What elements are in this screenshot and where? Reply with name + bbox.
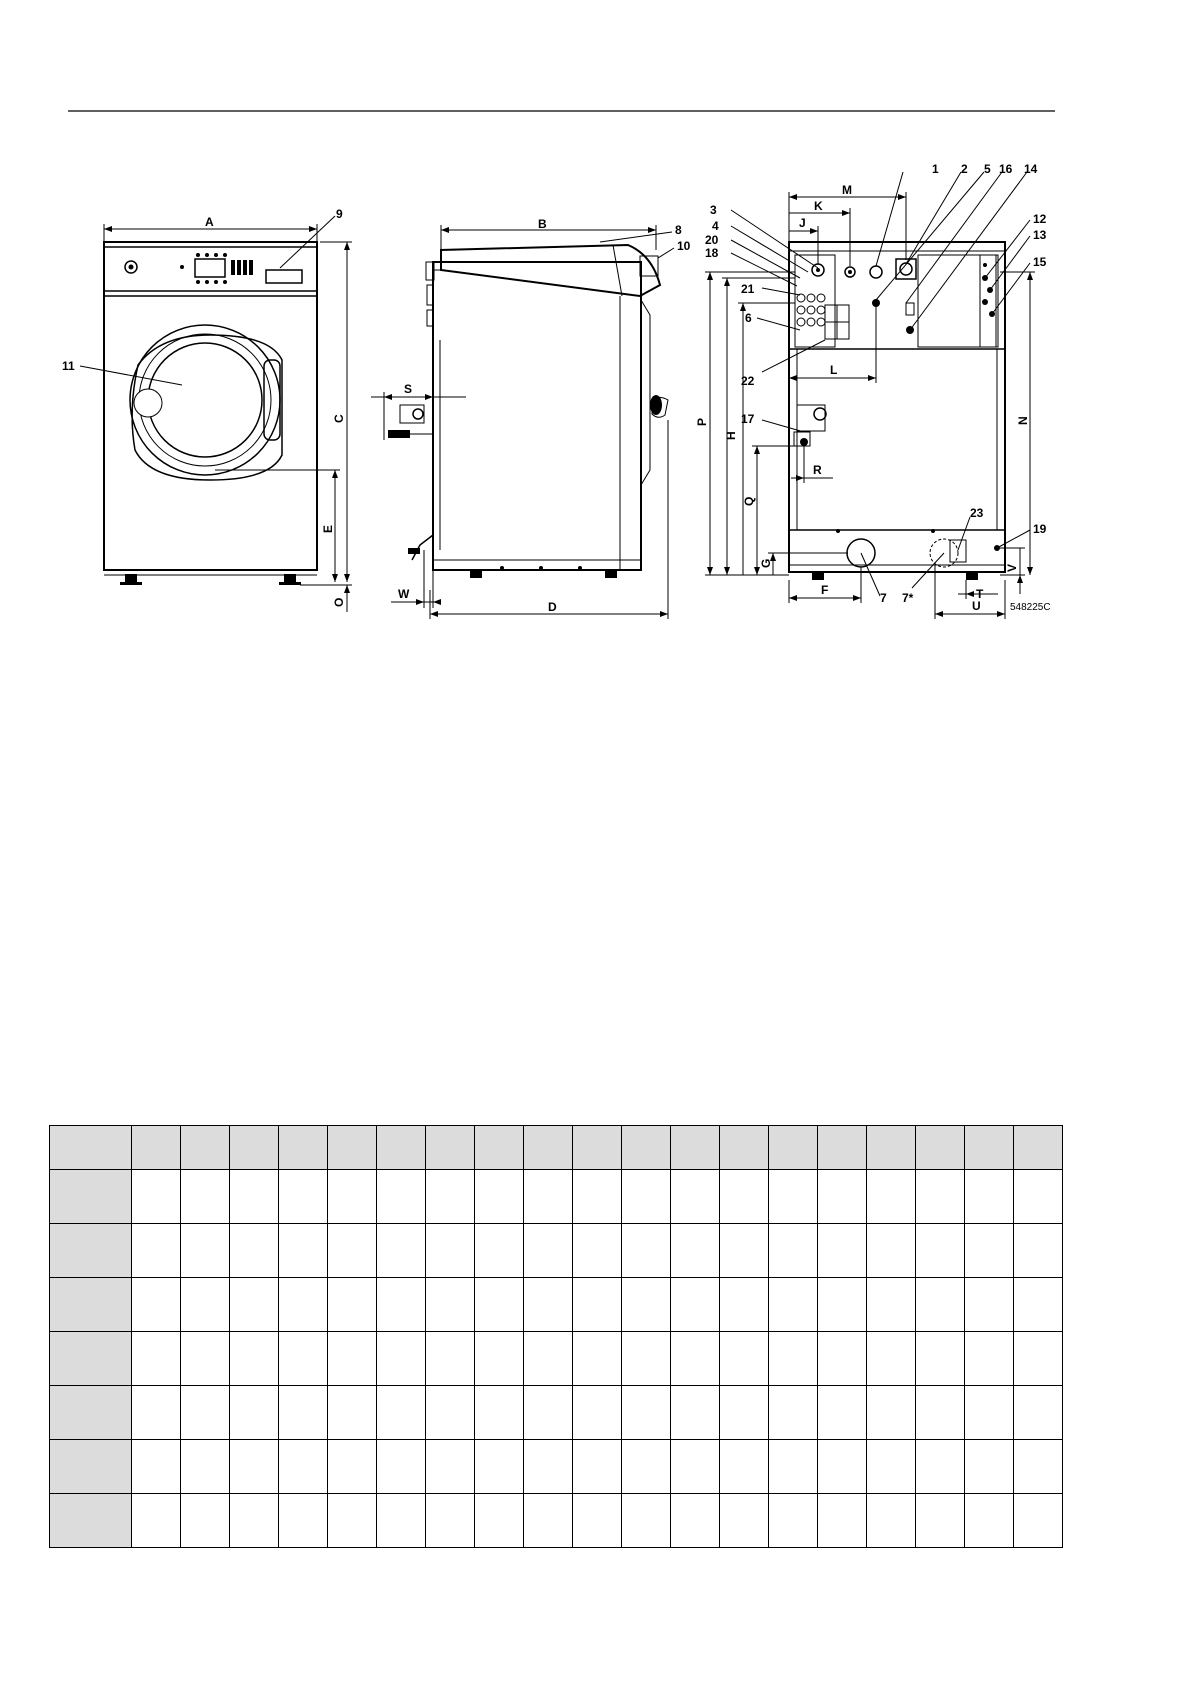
- table-header-cell: [916, 1126, 965, 1170]
- table-cell: [720, 1170, 769, 1224]
- dim-label: T: [976, 587, 984, 601]
- table-cell: [524, 1170, 573, 1224]
- table-header-cell: [524, 1126, 573, 1170]
- table-cell: [426, 1386, 475, 1440]
- callout-1: 1: [932, 162, 939, 176]
- table-header-cell: [132, 1126, 181, 1170]
- table-row: [50, 1278, 1063, 1332]
- dim-label: U: [972, 599, 981, 613]
- callout-20: 20: [705, 233, 719, 247]
- callout-12: 12: [1033, 212, 1047, 226]
- table-header-cell: [50, 1332, 132, 1386]
- table-cell: [426, 1278, 475, 1332]
- table-cell: [475, 1440, 524, 1494]
- table-header-cell: [671, 1126, 720, 1170]
- table-header-cell: [1014, 1126, 1063, 1170]
- table-header-cell: [426, 1126, 475, 1170]
- table-header-cell: [181, 1126, 230, 1170]
- table-cell: [965, 1278, 1014, 1332]
- dim-label: H: [724, 431, 738, 440]
- table-header-cell: [50, 1126, 132, 1170]
- callout-17: 17: [741, 412, 755, 426]
- table-row: [50, 1170, 1063, 1224]
- table-cell: [769, 1170, 818, 1224]
- table-header-cell: [50, 1386, 132, 1440]
- callout-7-star: 7*: [902, 591, 914, 605]
- table-cell: [622, 1494, 671, 1548]
- front-view: [62, 207, 352, 612]
- table-cell: [769, 1224, 818, 1278]
- table-cell: [230, 1170, 279, 1224]
- table-cell: [132, 1170, 181, 1224]
- table-cell: [769, 1440, 818, 1494]
- table-cell: [818, 1332, 867, 1386]
- callout-3: 3: [710, 203, 717, 217]
- table-cell: [279, 1278, 328, 1332]
- table-cell: [181, 1278, 230, 1332]
- table-cell: [279, 1494, 328, 1548]
- table-cell: [377, 1224, 426, 1278]
- dim-label: S: [404, 382, 413, 396]
- table-cell: [573, 1440, 622, 1494]
- table-header-cell: [475, 1126, 524, 1170]
- table-row: [50, 1332, 1063, 1386]
- table-cell: [328, 1494, 377, 1548]
- table-cell: [916, 1494, 965, 1548]
- callout-2: 2: [961, 162, 968, 176]
- table-cell: [720, 1278, 769, 1332]
- table-cell: [230, 1386, 279, 1440]
- table-header-cell: [230, 1126, 279, 1170]
- callout-8: 8: [675, 223, 682, 237]
- table-header-row: [50, 1126, 1063, 1170]
- callout-10: 10: [677, 239, 691, 253]
- table-cell: [965, 1386, 1014, 1440]
- door-lock: [134, 389, 162, 417]
- table-cell: [279, 1224, 328, 1278]
- table-cell: [181, 1386, 230, 1440]
- table-cell: [769, 1278, 818, 1332]
- dim-label: O: [332, 597, 346, 607]
- door-glass: [148, 343, 262, 457]
- table-cell: [524, 1332, 573, 1386]
- table-cell: [181, 1332, 230, 1386]
- table-cell: [818, 1170, 867, 1224]
- table-cell: [279, 1440, 328, 1494]
- table-header-cell: [965, 1126, 1014, 1170]
- table-cell: [916, 1278, 965, 1332]
- table-cell: [279, 1386, 328, 1440]
- table-cell: [867, 1224, 916, 1278]
- dim-label: A: [205, 215, 214, 229]
- callout-13: 13: [1033, 228, 1047, 242]
- callout-18: 18: [705, 246, 719, 260]
- table-row: [50, 1386, 1063, 1440]
- table-cell: [867, 1278, 916, 1332]
- display: [195, 259, 225, 277]
- table-cell: [1014, 1440, 1063, 1494]
- table-cell: [426, 1224, 475, 1278]
- table-cell: [132, 1440, 181, 1494]
- side-cabinet: [433, 262, 641, 570]
- table-header-cell: [622, 1126, 671, 1170]
- table-row: [50, 1494, 1063, 1548]
- table-cell: [132, 1332, 181, 1386]
- table-cell: [426, 1494, 475, 1548]
- table-header-cell: [279, 1126, 328, 1170]
- table-cell: [1014, 1332, 1063, 1386]
- coin-slot: [266, 270, 302, 283]
- callout-15: 15: [1033, 255, 1047, 269]
- table-cell: [377, 1332, 426, 1386]
- table-cell: [671, 1440, 720, 1494]
- table-cell: [328, 1332, 377, 1386]
- table-cell: [916, 1440, 965, 1494]
- callout-23: 23: [970, 506, 984, 520]
- callout-7: 7: [880, 591, 887, 605]
- table-cell: [1014, 1224, 1063, 1278]
- table-cell: [181, 1224, 230, 1278]
- table-cell: [475, 1386, 524, 1440]
- table-header-cell: [50, 1170, 132, 1224]
- table-cell: [965, 1332, 1014, 1386]
- table-cell: [818, 1386, 867, 1440]
- drawing-number: 548225C: [1010, 602, 1051, 613]
- table-cell: [377, 1440, 426, 1494]
- table-row: [50, 1224, 1063, 1278]
- dim-label: D: [548, 600, 557, 614]
- dim-label: B: [538, 217, 547, 231]
- table-cell: [769, 1332, 818, 1386]
- table-cell: [671, 1224, 720, 1278]
- table-cell: [377, 1278, 426, 1332]
- dim-label: N: [1016, 416, 1030, 425]
- callout-9: 9: [336, 207, 343, 221]
- table-cell: [132, 1278, 181, 1332]
- table-cell: [622, 1224, 671, 1278]
- table-cell: [916, 1332, 965, 1386]
- table-cell: [132, 1224, 181, 1278]
- table-header-cell: [818, 1126, 867, 1170]
- table-cell: [720, 1494, 769, 1548]
- table-cell: [328, 1440, 377, 1494]
- table-cell: [230, 1224, 279, 1278]
- table-cell: [377, 1494, 426, 1548]
- door-handle: [264, 360, 280, 440]
- table-cell: [671, 1386, 720, 1440]
- rear-cabinet: [789, 242, 1005, 572]
- table-cell: [1014, 1386, 1063, 1440]
- rear-view: [695, 162, 1051, 619]
- table-cell: [426, 1170, 475, 1224]
- table-cell: [720, 1224, 769, 1278]
- table-cell: [230, 1440, 279, 1494]
- dim-label: E: [321, 524, 335, 533]
- callout-11: 11: [62, 359, 75, 373]
- callout-14: 14: [1024, 162, 1038, 176]
- table-cell: [573, 1386, 622, 1440]
- table-cell: [1014, 1494, 1063, 1548]
- table-cell: [818, 1494, 867, 1548]
- table-row: [50, 1440, 1063, 1494]
- table-cell: [279, 1332, 328, 1386]
- table-cell: [622, 1170, 671, 1224]
- table-cell: [720, 1440, 769, 1494]
- dimensions-table: [49, 1125, 1063, 1548]
- table-cell: [524, 1224, 573, 1278]
- table-cell: [965, 1494, 1014, 1548]
- table-cell: [524, 1386, 573, 1440]
- table-cell: [181, 1494, 230, 1548]
- table-cell: [573, 1332, 622, 1386]
- table-header-cell: [50, 1278, 132, 1332]
- table-cell: [475, 1494, 524, 1548]
- table-header-cell: [328, 1126, 377, 1170]
- table-cell: [524, 1494, 573, 1548]
- table-header-cell: [867, 1126, 916, 1170]
- table-cell: [328, 1170, 377, 1224]
- callout-16: 16: [999, 162, 1013, 176]
- table-cell: [328, 1386, 377, 1440]
- dim-label: G: [759, 558, 773, 568]
- table-cell: [916, 1170, 965, 1224]
- table-cell: [1014, 1170, 1063, 1224]
- table-cell: [671, 1278, 720, 1332]
- table-cell: [720, 1332, 769, 1386]
- callout-21: 21: [741, 282, 755, 296]
- table-cell: [475, 1170, 524, 1224]
- table-cell: [426, 1440, 475, 1494]
- table-cell: [230, 1332, 279, 1386]
- dim-label: Q: [742, 496, 756, 506]
- table-cell: [916, 1224, 965, 1278]
- table-header-cell: [50, 1494, 132, 1548]
- table-cell: [1014, 1278, 1063, 1332]
- table-cell: [475, 1224, 524, 1278]
- table-cell: [867, 1494, 916, 1548]
- side-view: [371, 217, 691, 619]
- table-cell: [181, 1170, 230, 1224]
- table-header-cell: [769, 1126, 818, 1170]
- table-cell: [573, 1494, 622, 1548]
- table-cell: [524, 1278, 573, 1332]
- dim-label: L: [830, 363, 838, 377]
- table-cell: [230, 1494, 279, 1548]
- table-cell: [965, 1440, 1014, 1494]
- table-cell: [328, 1224, 377, 1278]
- callout-22: 22: [741, 374, 755, 388]
- table-cell: [622, 1440, 671, 1494]
- table-header-cell: [720, 1126, 769, 1170]
- table-cell: [671, 1170, 720, 1224]
- dim-label: W: [398, 587, 410, 601]
- table-cell: [622, 1386, 671, 1440]
- table-cell: [769, 1494, 818, 1548]
- dim-label: V: [1005, 563, 1019, 572]
- table-header-cell: [573, 1126, 622, 1170]
- table-cell: [573, 1170, 622, 1224]
- table-cell: [818, 1440, 867, 1494]
- table-cell: [622, 1278, 671, 1332]
- table-cell: [867, 1170, 916, 1224]
- table-cell: [818, 1224, 867, 1278]
- table-cell: [132, 1494, 181, 1548]
- table-cell: [965, 1170, 1014, 1224]
- table-cell: [671, 1332, 720, 1386]
- table-cell: [622, 1332, 671, 1386]
- table-cell: [279, 1170, 328, 1224]
- table-cell: [328, 1278, 377, 1332]
- table-cell: [475, 1278, 524, 1332]
- table-header-cell: [50, 1224, 132, 1278]
- table-cell: [230, 1278, 279, 1332]
- callout-19: 19: [1033, 522, 1047, 536]
- callout-6: 6: [745, 311, 752, 325]
- table-header-cell: [377, 1126, 426, 1170]
- table-cell: [377, 1170, 426, 1224]
- top-cover: [441, 245, 660, 296]
- table-cell: [573, 1224, 622, 1278]
- table-cell: [524, 1440, 573, 1494]
- dim-label: M: [842, 183, 852, 197]
- table-cell: [916, 1386, 965, 1440]
- dim-label: K: [814, 199, 823, 213]
- table-cell: [181, 1440, 230, 1494]
- dim-label: J: [799, 216, 806, 230]
- table-cell: [377, 1386, 426, 1440]
- dim-label: R: [813, 463, 822, 477]
- table-cell: [132, 1386, 181, 1440]
- dim-label: C: [332, 414, 346, 423]
- table-cell: [426, 1332, 475, 1386]
- dim-label: P: [695, 417, 709, 426]
- table-header-cell: [50, 1440, 132, 1494]
- table-cell: [769, 1386, 818, 1440]
- table-cell: [573, 1278, 622, 1332]
- table-cell: [867, 1332, 916, 1386]
- table-cell: [965, 1224, 1014, 1278]
- table-cell: [475, 1332, 524, 1386]
- callout-4: 4: [712, 219, 719, 233]
- table-cell: [671, 1494, 720, 1548]
- dim-label: F: [821, 583, 829, 597]
- callout-5: 5: [984, 162, 991, 176]
- table-cell: [867, 1386, 916, 1440]
- table-cell: [818, 1278, 867, 1332]
- table-cell: [720, 1386, 769, 1440]
- table-cell: [867, 1440, 916, 1494]
